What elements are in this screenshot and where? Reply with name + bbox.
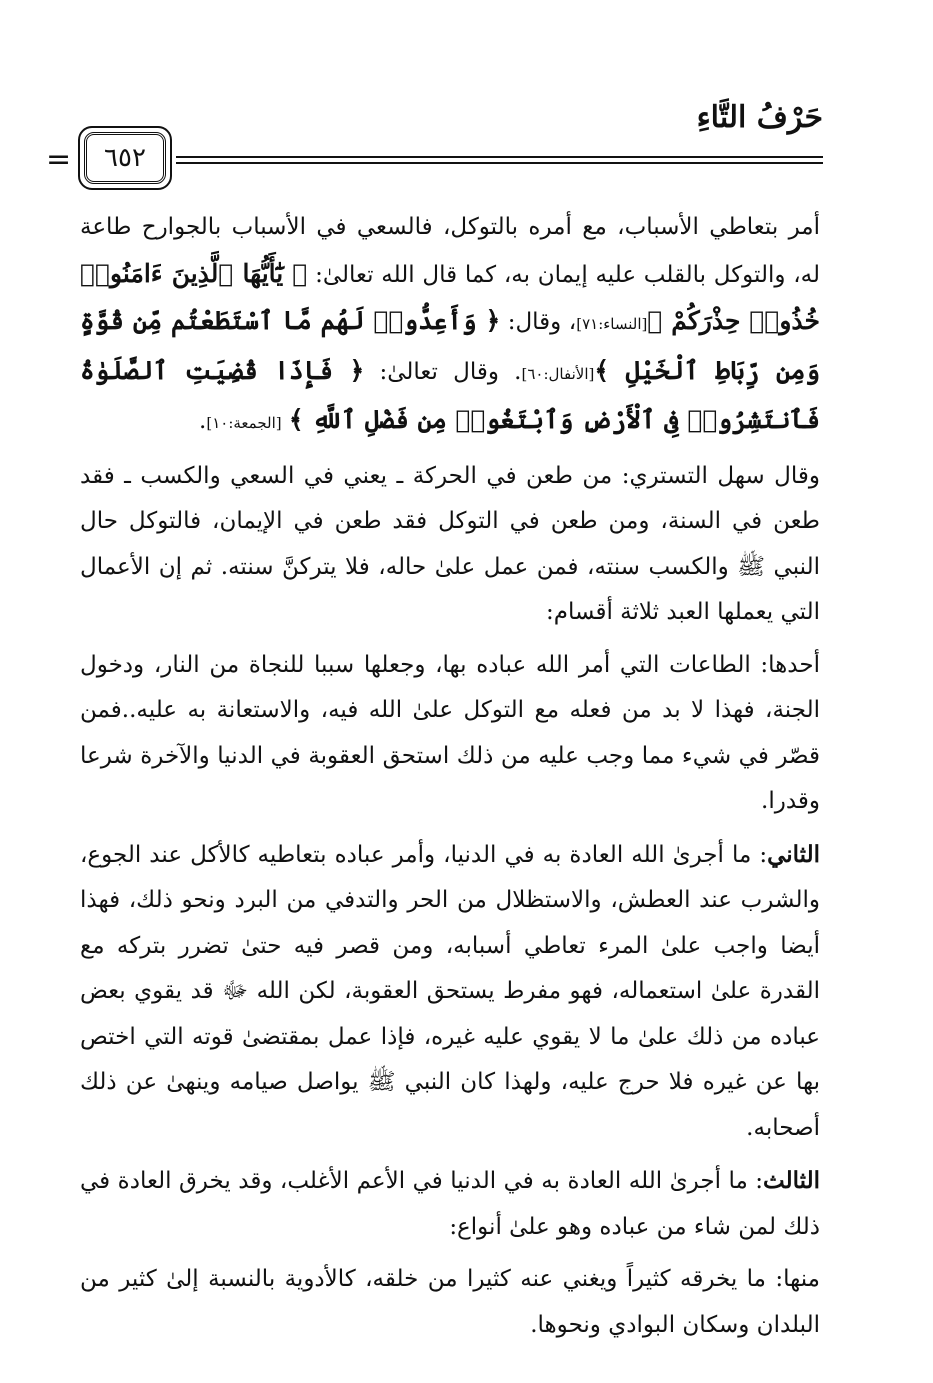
paragraph-5 (80, 1158, 820, 1250)
header-rule (46, 142, 823, 182)
page-header (46, 100, 823, 200)
page-number: ٦٥٢ (84, 132, 166, 184)
verse-reference: [الأنفال:٦٠] (521, 364, 595, 383)
section-lead: الثالث (763, 1167, 820, 1194)
text-span: : ما أجرىٰ الله العادة به في الدنيا، وأمر عباده بتعاطيه كالأكل عند الجوع، والشرب عند العطش، والاستظلال من الحر والتدفي من البرد ونحو ذلك، فهذا أيضا واجب علىٰ المرء تعاطي أسبابه، ومن قصر فيه حتىٰ تضرر بتركه مع القدرة علىٰ استعماله، فهو مفرط يستحق العقوبة، لكن الله ﷻ قد يقوي بعض عباده من ذلك علىٰ ما لا يقوي عليه غيره، فإذا عمل بمقتضىٰ قوته التي اختص بها عن غيره فلا حرج عليه، ولهذا كان النبي ﷺ يواصل صيامه وينهىٰ عن ذلك أصحابه. (80, 841, 820, 1141)
chapter-title: حَرْفُ التَّاءِ (696, 100, 823, 135)
verse-reference: [النساء:٧١] (576, 315, 648, 333)
text-span: أمر بتعاطي الأسباب، مع أمره بالتوكل، فالسعي في الأسباب بالجوارح طاعة له، والتوكل بالقلب عليه إيمان به، كما قال الله تعالىٰ: (80, 214, 820, 288)
paragraph-2: وقال سهل التستري: من طعن في الحركة ـ يعني في السعي والكسب ـ فقد طعن في السنة، ومن طعن في التوكل فقد طعن في الإيمان، فالتوكل حال النبي ﷺ والكسب سنته، فمن عمل علىٰ حاله، فلا يتركنَّ سنته. ثم إن الأعمال التي يعملها العبد ثلاثة أقسام: (80, 462, 820, 625)
paragraph-4 (80, 832, 820, 1152)
text-span: . (199, 408, 207, 434)
paragraph-6: منها: ما يخرقه كثيراً ويغني عنه كثيرا من خلقه، كالأدوية بالنسبة إلىٰ كثير من البلدان وسكان البوادي ونحوها. (80, 1266, 820, 1338)
paragraph-3: أحدها: الطاعات التي أمر الله عباده بها، وجعلها سببا للنجاة من النار، ودخول الجنة، فهذا لا بد من فعله مع التوكل علىٰ الله فيه، والاستعانة به عليه..فمن قصّر في شيء مما وجب عليه من ذلك استحق العقوبة في الدنيا والآخرة شرعا وقدرا. (80, 651, 820, 814)
text-span: : ما أجرىٰ الله العادة به في الدنيا في الأعم الأغلب، وقد يخرق العادة في ذلك لمن شاء من عباده وهو علىٰ أنواع: (80, 1168, 820, 1240)
section-lead: الثاني (767, 840, 820, 868)
text-span: ، وقال: (500, 309, 577, 335)
quran-verse: ﴿ يَٰٓأَيُّهَا ٱلَّذِينَ ءَامَنُوا۟ خُذُوا۟ حِذْرَكُمْ ﴾ (80, 258, 820, 335)
header-rule-line (176, 162, 823, 164)
verse-reference: [الجمعة:١٠] (206, 414, 282, 432)
paragraph-1 (80, 205, 820, 447)
page-marker: = (46, 142, 72, 177)
header-rule-line (176, 156, 823, 158)
text-span: . وقال تعالىٰ: (364, 358, 522, 385)
quran-verse: ﴿ وَأَعِدُّوا۟ لَهُم مَّا ٱسْتَطَعْتُم مِّن قُوَّةٍ وَمِن رِّبَاطِ ٱلْخَيْلِ ﴾ (80, 306, 820, 385)
quran-verse: ﴿ فَإِذَا قُضِيَتِ ٱلصَّلَوٰةُ فَٱنتَشِرُوا۟ فِى ٱلْأَرْضِ وَٱبْتَغُوا۟ مِن فَضْلِ ٱللَّهِ ﴾ (80, 355, 820, 434)
page-body (80, 205, 820, 1355)
